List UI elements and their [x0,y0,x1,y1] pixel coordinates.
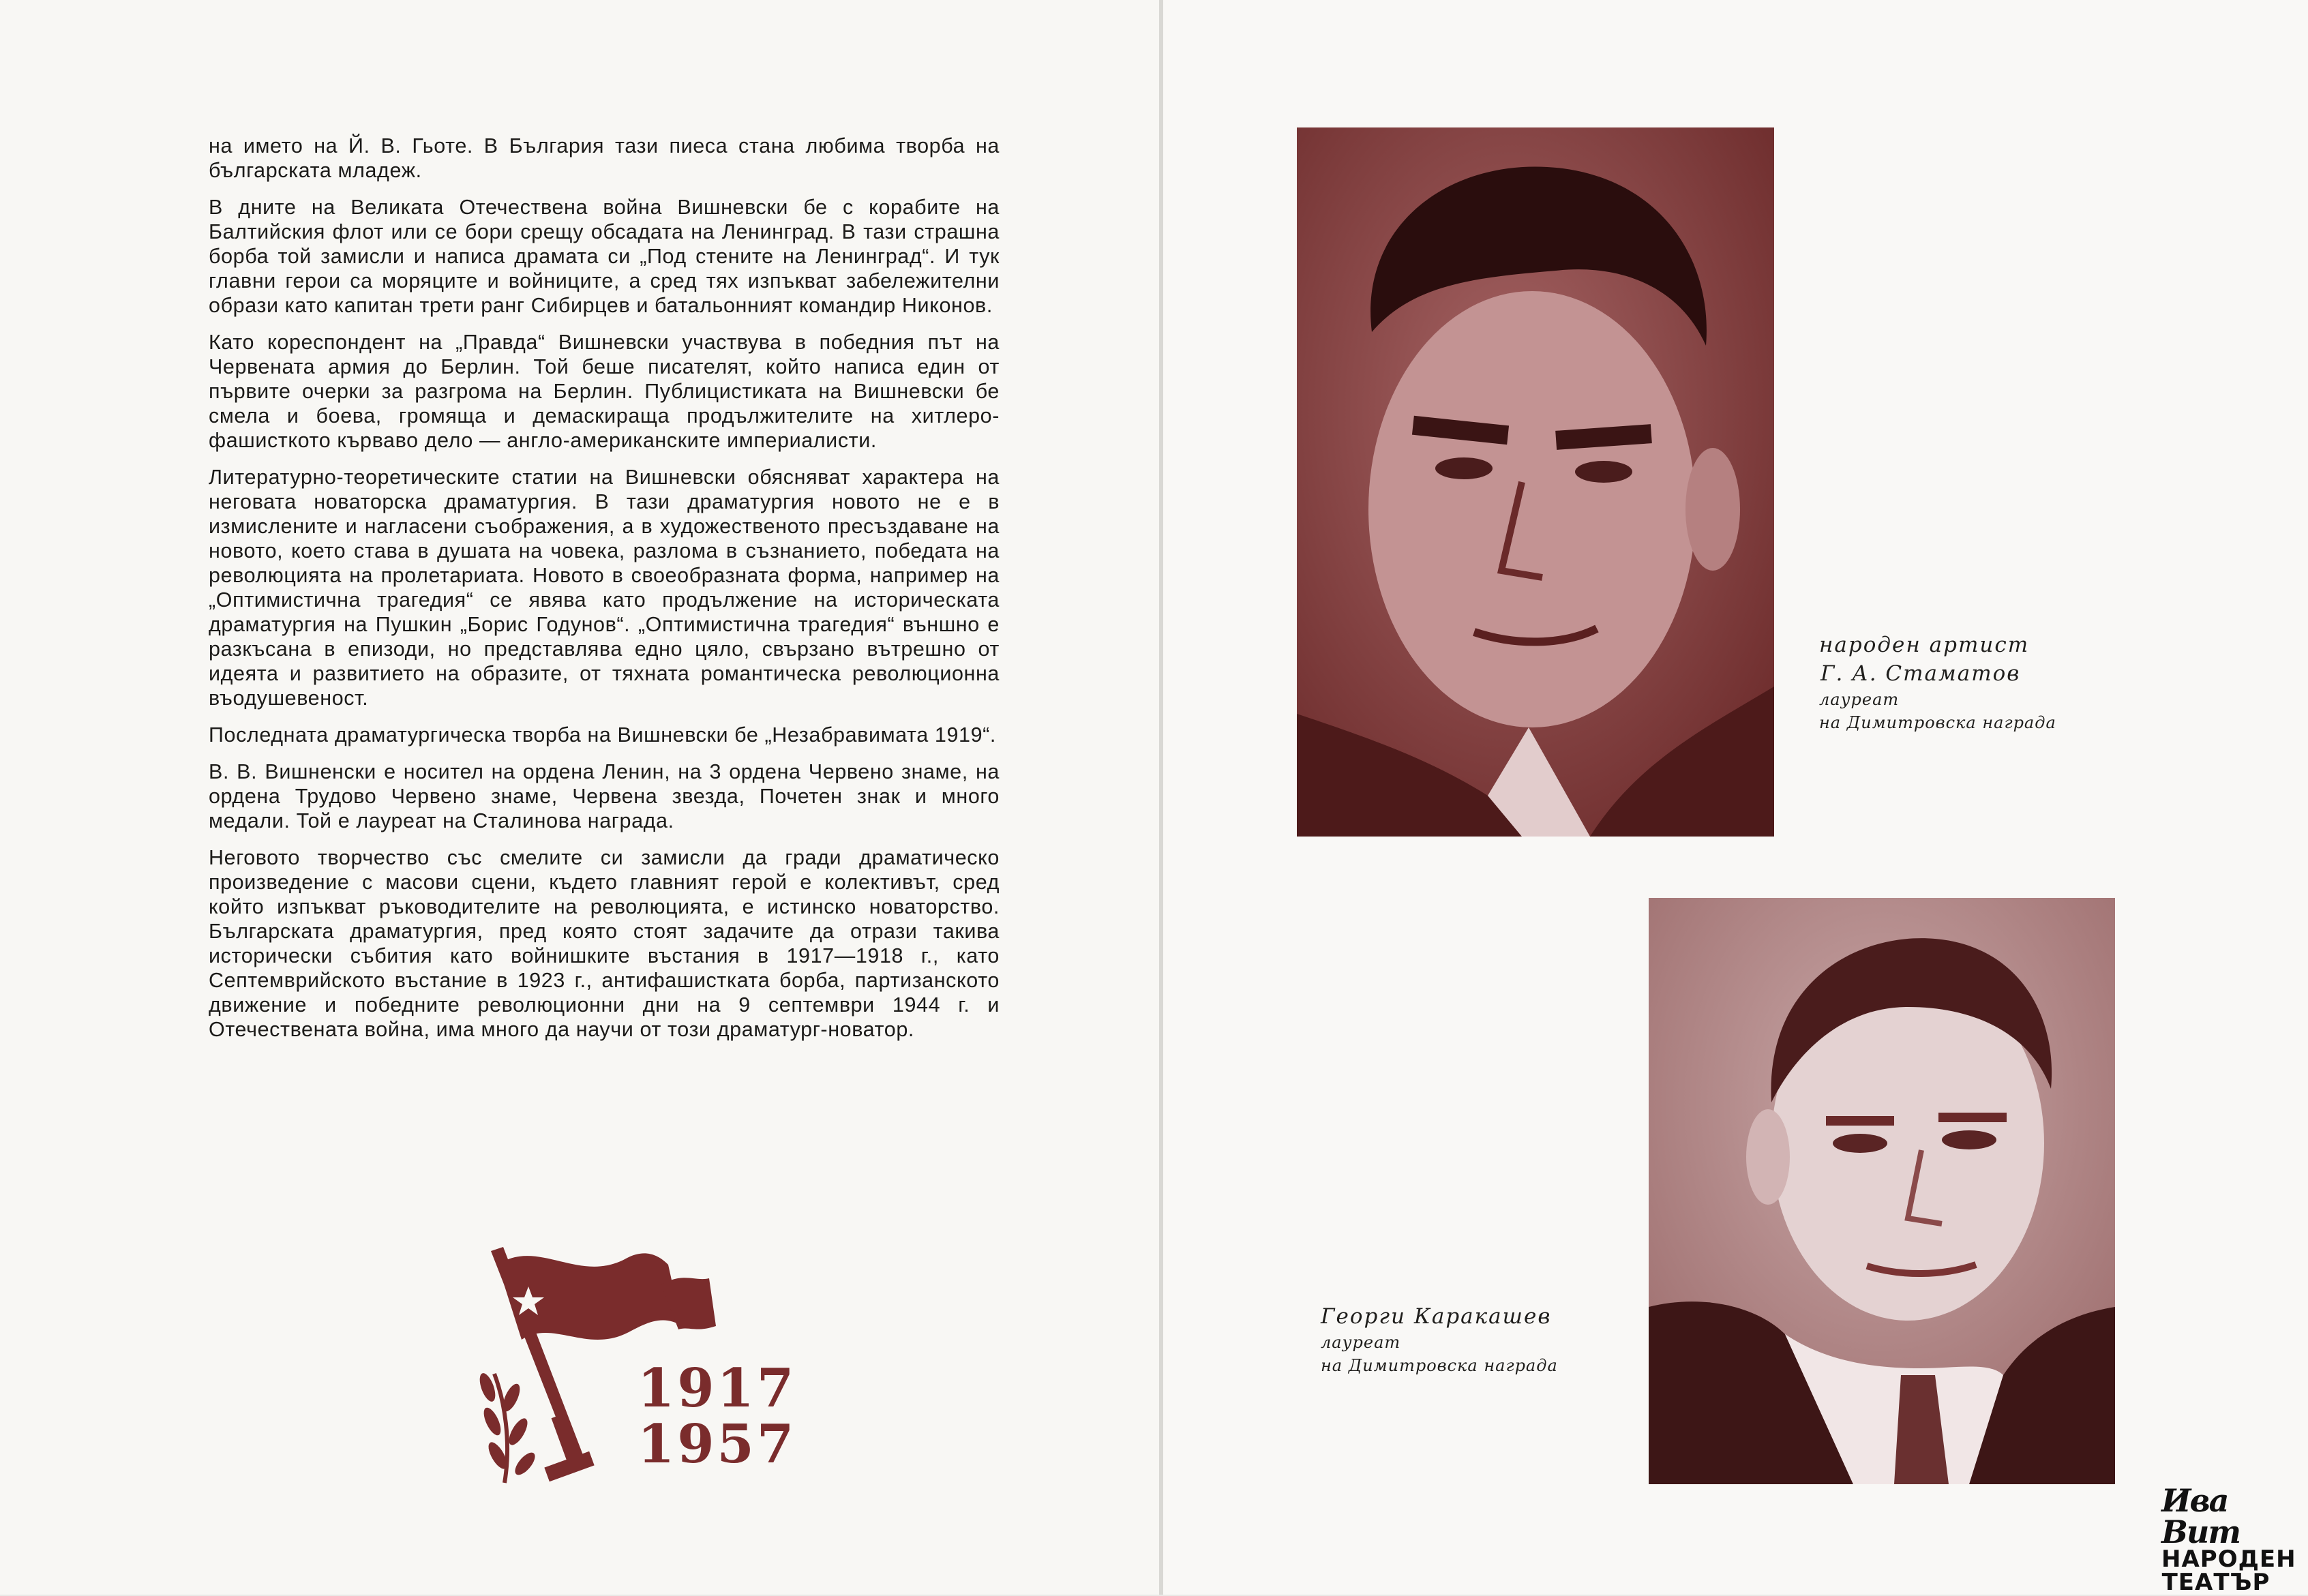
watermark-line-2: ТЕАТЪР [2161,1569,2270,1596]
caption-name: Г. А. Стаматов [1820,661,2021,686]
paragraph: Последната драматургическа творба на Вишневски бе „Незабравимата 1919“. [209,723,996,747]
emblem-year-start: 1917 [638,1357,797,1419]
paragraph: В дните на Великата Отечествена война Вишневски бе с корабите на Балтийския флот или се бори срещу обсадата на Ленинград. В тази страшна борба той замисли и написа драмата си „Под стените на Ленинград“. И тук главни герои са моряците и войниците, а сред тях изпъкват забележителни образи като капитан трети ранг Сибирцев и батальонният командир Никонов. [209,196,1000,317]
paragraph: В. В. Вишненски е носител на ордена Ленин, на 3 ордена Червено знаме, на ордена Трудово Червено знаме, Червена звезда, Почетен знак и много медали. Той е лауреат на Сталинова награда. [209,760,1000,832]
caption-laureate: лауреат [1321,1333,1401,1352]
caption-laureate: лауреат [1819,690,1900,709]
caption-karakashev [1321,1302,1607,1377]
article-text [209,134,1000,1054]
national-theatre-watermark-logo [2161,1482,2296,1596]
caption-award: на Димитровска награда [1321,1356,1558,1375]
paragraph: Неговото творчество със смелите си замисли да гради драматическо произведение с масови сцени, където главният герой е колективът, сред който изпъкват ръководителите на революцията, е истинско новаторство. Българската драматургия, пред която стоят задачите да отрази такива исторически събития като войнишките въстания в 1917—1918 г., като Септемврийското въстание в 1923 г., антифашистката борба, партизанското движение и победните революционни дни на 9 септември 1944 г. и Отечествената война, има много да научи от този драматург-новатор. [209,846,1000,1041]
watermark-line-1: НАРОДЕН [2161,1546,2296,1573]
paragraph: на името на Й. В. Гьоте. В България тази пиеса стана любима творба на българската младеж. [209,134,1000,182]
emblem-year-end: 1957 [638,1413,797,1475]
caption-title: народен артист [1819,633,2030,657]
caption-stamatov [1819,631,2105,734]
paragraph: Литературно-теоретическите статии на Вишневски обясняват характера на неговата новаторска драматургия. В тази драматургия новото не е в измислените и нагласени съображения, а в художественото пресъздаване на новото, което става в душата на човека, разлома в съзнанието, победата на революцията на пролетариата. Новото в своеобразната форма, например на „Оптимистична трагедия“ се явява като продължение на историческата драматургия на Пушкин „Борис Годунов“. „Оптимистична трагедия“ външно е разкъсана в епизоди, но представлява едно цяло, свързано вътрешно от идеята и развитието на образите, от тяхната романтическа революционна въодушевеност. [209,466,1000,710]
paragraph: Като кореспондент на „Правда“ Вишневски участвува в победния път на Червената армия до Берлин. Той беше писателят, който написа един от първите очерки за разгрома на Берлин. Публицистиката на Вишневски бе смела и боева, громяща и демаскираща продължителите на хитлеро-фашисткото кърваво дело — англо-американските империалисти. [209,331,1000,452]
watermark-script: Ива Вит [2161,1482,2240,1550]
portrait-photo-stamatov [1297,127,1774,837]
caption-award: на Димитровска награда [1819,713,2056,732]
portrait-photo-karakashev [1649,898,2115,1484]
caption-name: Георги Каракашев [1321,1304,1552,1329]
